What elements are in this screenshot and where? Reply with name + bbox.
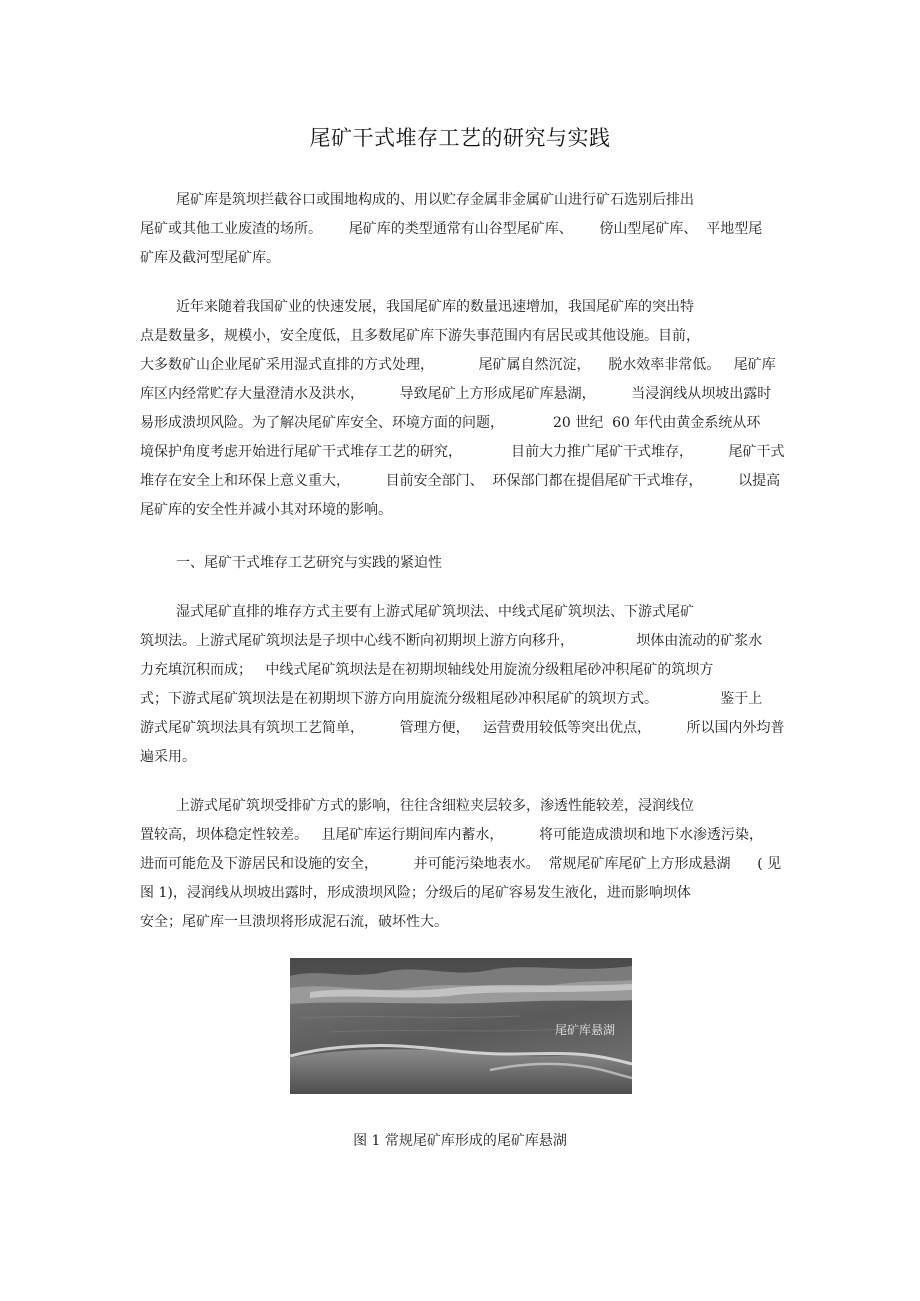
paragraph-line: 易形成溃坝风险。为了解决尾矿库安全、环境方面的问题， 20 世纪 60 年代由黄金系统从环	[140, 415, 761, 431]
paragraph-line: 安全；尾矿库一旦溃坝将形成泥石流，破坏性大。	[140, 914, 448, 930]
paragraph-line: 库区内经常贮存大量澄清水及洪水， 导致尾矿上方形成尾矿库悬湖， 当浸润线从坝坡出露时	[140, 386, 772, 402]
paragraph-line: 进而可能危及下游居民和设施的安全， 并可能污染地表水。 常规尾矿库尾矿上方形成悬湖 ( 见	[140, 856, 782, 872]
figure-caption: 图 1 常规尾矿库形成的尾矿库悬湖	[353, 1133, 567, 1149]
document-title: 尾矿干式堆存工艺的研究与实践	[309, 126, 611, 150]
paragraph-line: 置较高，坝体稳定性较差。 且尾矿库运行期间库内蓄水， 将可能造成溃坝和地下水渗透污染，	[140, 827, 763, 843]
section-heading: 一、尾矿干式堆存工艺研究与实践的紧迫性	[176, 555, 442, 571]
paragraph-line: 游式尾矿筑坝法具有筑坝工艺简单， 管理方便， 运营费用较低等突出优点， 所以国内外均普	[140, 720, 785, 736]
paragraph-line: 尾矿或其他工业废渣的场所。 尾矿库的类型通常有山谷型尾矿库、 傍山型尾矿库、 平地型尾	[140, 221, 763, 237]
paragraph-line: 尾矿库是筑坝拦截谷口或围地构成的、用以贮存金属非金属矿山进行矿石选别后排出	[176, 192, 694, 208]
figure-inner-label: 尾矿库悬湖	[555, 1023, 616, 1037]
paragraph-line: 堆存在安全上和环保上意义重大， 目前安全部门、 环保部门都在提倡尾矿干式堆存， 以提高	[140, 473, 781, 489]
paragraph-line: 遍采用。	[140, 749, 196, 765]
paragraph-line: 图 1)，浸润线从坝坡出露时，形成溃坝风险；分级后的尾矿容易发生液化，进而影响坝体	[140, 885, 691, 901]
paragraph-line: 湿式尾矿直排的堆存方式主要有上游式尾矿筑坝法、中线式尾矿筑坝法、下游式尾矿	[176, 604, 694, 620]
paragraph-line: 上游式尾矿筑坝受排矿方式的影响，往往含细粒夹层较多，渗透性能较差，浸润线位	[176, 798, 694, 814]
paragraph-line: 近年来随着我国矿业的快速发展，我国尾矿库的数量迅速增加，我国尾矿库的突出特	[176, 299, 694, 315]
paragraph-line: 矿库及截河型尾矿库。	[140, 250, 280, 266]
paragraph-line: 筑坝法。上游式尾矿筑坝法是子坝中心线不断向初期坝上游方向移升， 坝体由流动的矿浆水	[140, 633, 763, 649]
paragraph-line: 尾矿库的安全性并减小其对环境的影响。	[140, 502, 392, 518]
paragraph-line: 大多数矿山企业尾矿采用湿式直排的方式处理， 尾矿属自然沉淀， 脱水效率非常低。 尾矿库	[140, 357, 776, 373]
paragraph-line: 力充填沉积而成； 中线式尾矿筑坝法是在初期坝轴线处用旋流分级粗尾砂冲积尾矿的筑坝方	[140, 662, 714, 678]
paragraph-line: 境保护角度考虑开始进行尾矿干式堆存工艺的研究， 目前大力推广尾矿干式堆存， 尾矿干式	[140, 444, 785, 460]
paragraph-line: 点是数量多，规模小，安全度低，且多数尾矿库下游失事范围内有居民或其他设施。目前，	[140, 328, 700, 344]
paragraph-line: 式；下游式尾矿筑坝法是在初期坝下游方向用旋流分级粗尾砂冲积尾矿的筑坝方式。 鉴于上	[140, 691, 763, 707]
